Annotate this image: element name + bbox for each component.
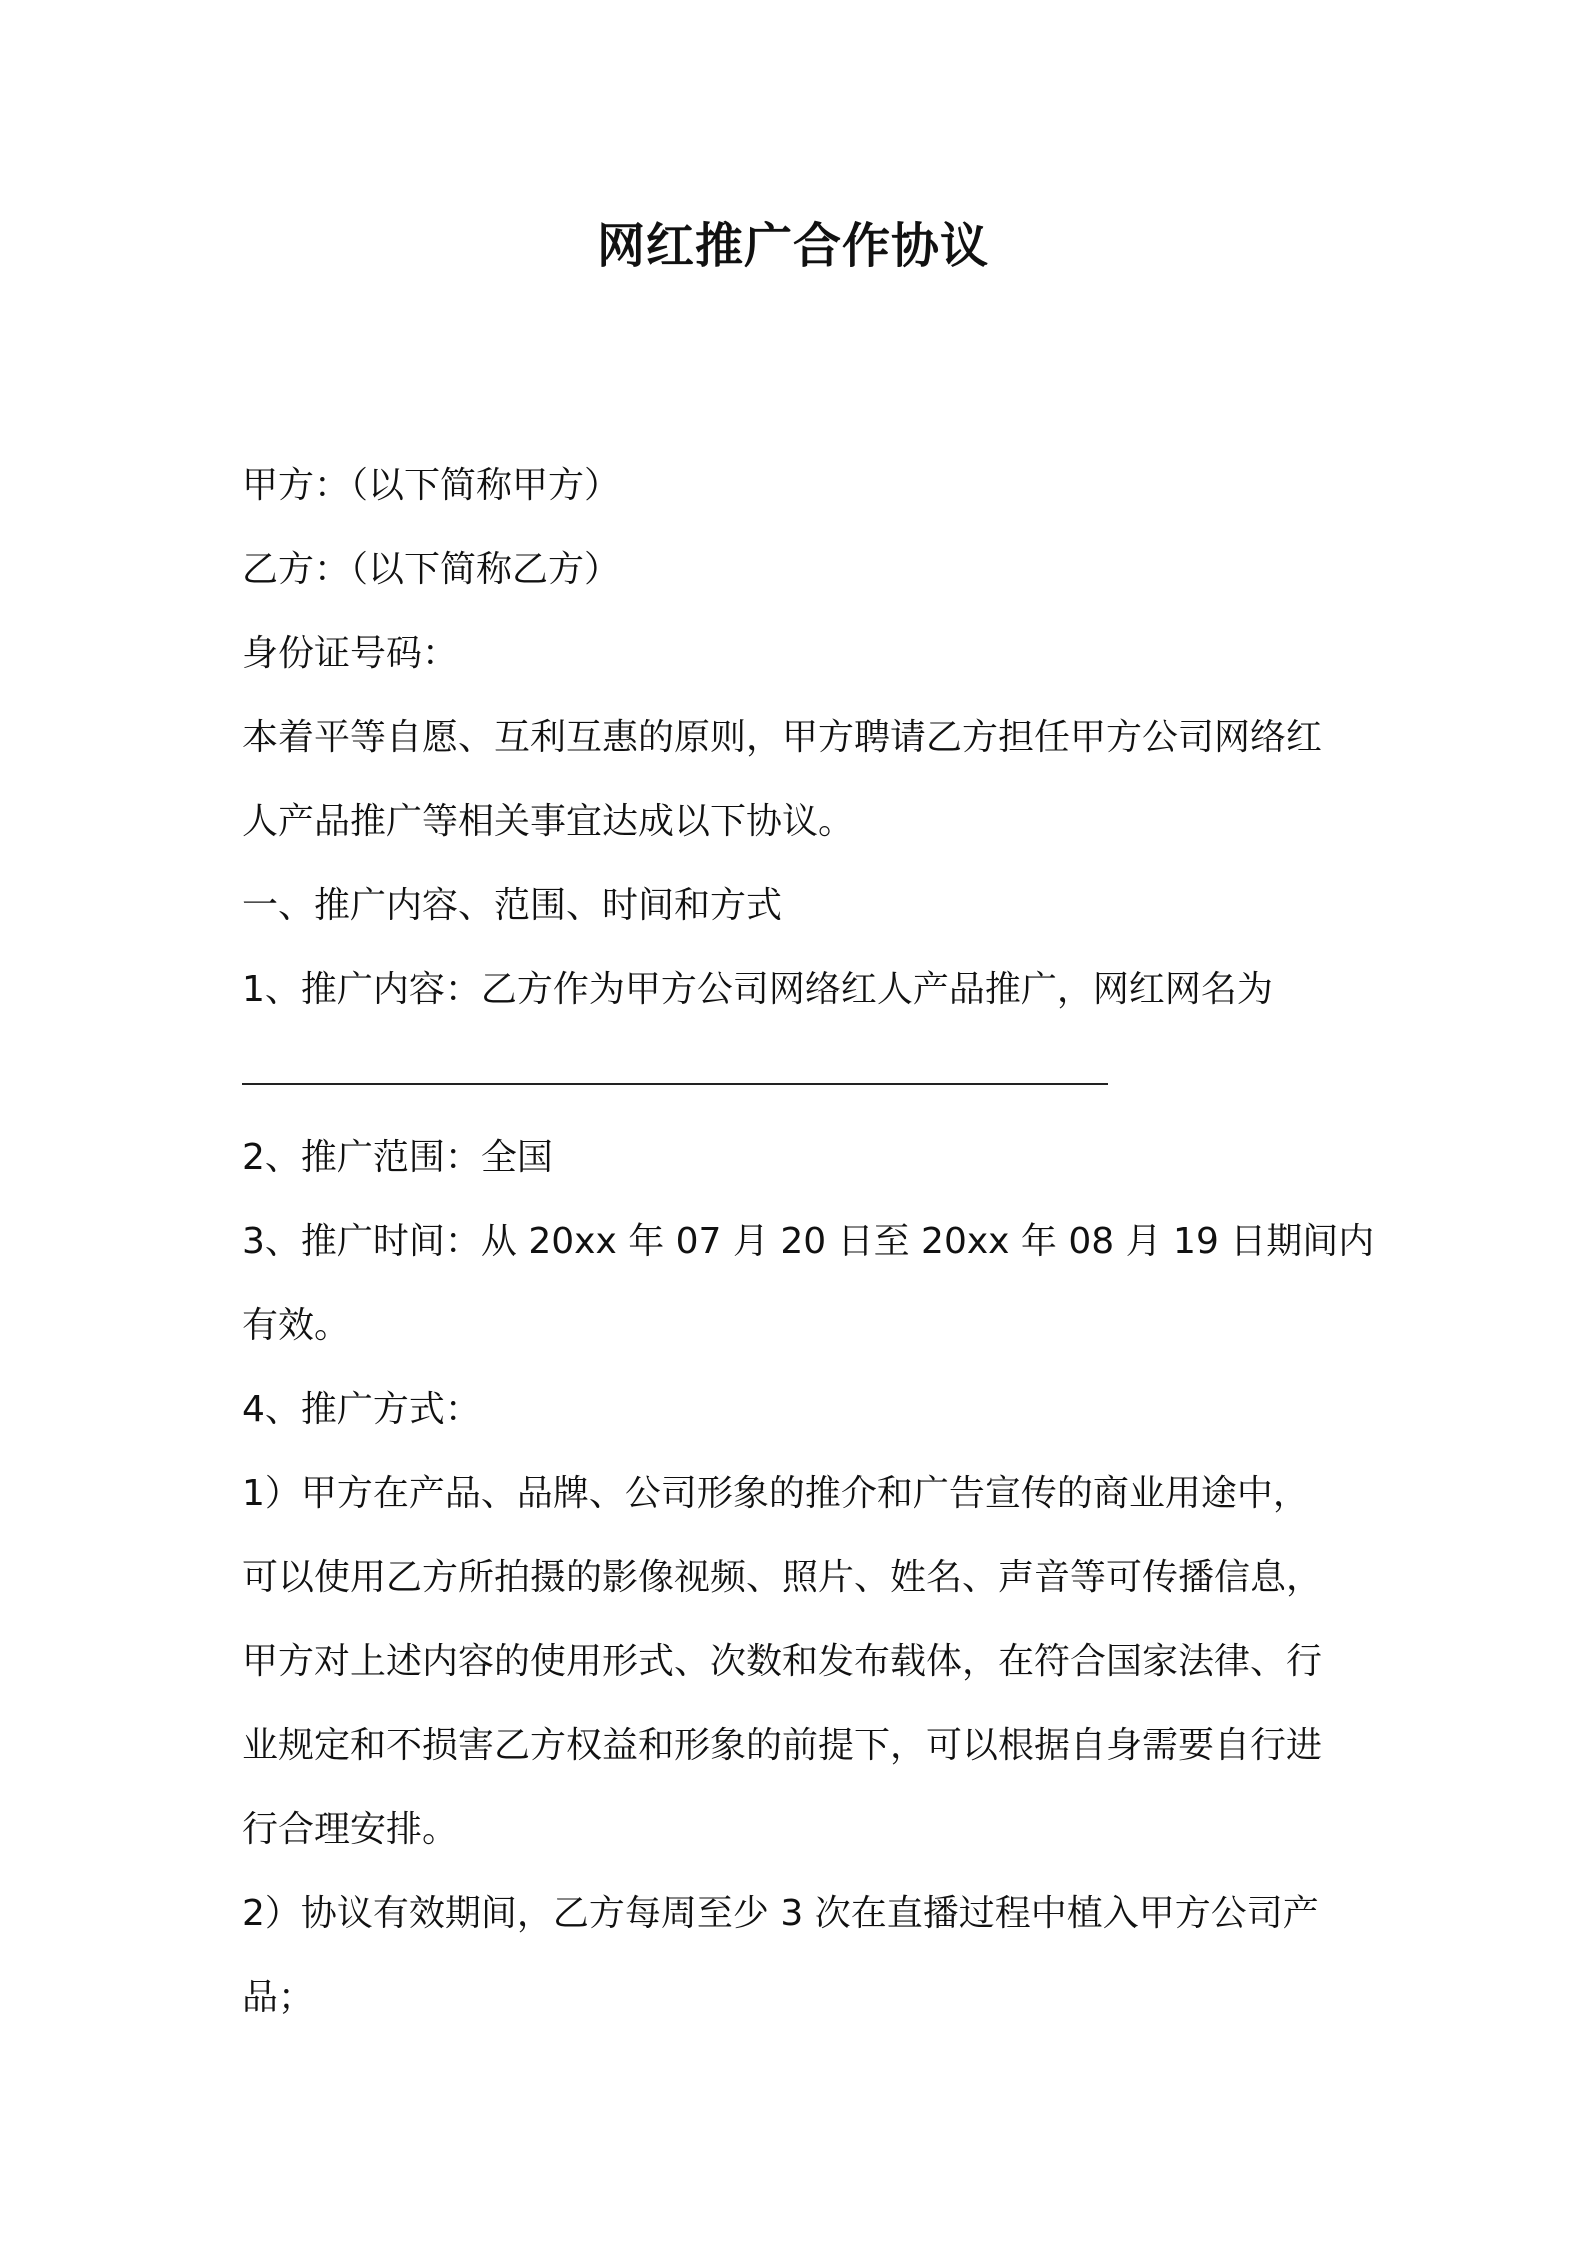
blank-fill-line bbox=[242, 1032, 1362, 1116]
section-heading-1: 一、推广内容、范围、时间和方式 bbox=[242, 885, 783, 926]
method-1-line-1: 1）甲方在产品、品牌、公司形象的推介和广告宣传的商业用途中， bbox=[242, 1473, 1309, 1514]
document-title: 网红推广合作协议 bbox=[596, 218, 989, 274]
preamble-line-1: 本着平等自愿、互利互惠的原则，甲方聘请乙方担任甲方公司网络红 bbox=[242, 717, 1323, 758]
clause-3-line-2: 有效。 bbox=[242, 1305, 351, 1346]
method-2-line-2: 品； bbox=[242, 1977, 315, 2018]
method-1-line-2: 可以使用乙方所拍摄的影像视频、照片、姓名、声音等可传播信息， bbox=[242, 1557, 1323, 1598]
id-number-line: 身份证号码： bbox=[242, 633, 459, 674]
clause-1-line: 1、推广内容：乙方作为甲方公司网络红人产品推广，网红网名为 bbox=[242, 969, 1273, 1010]
method-1-line-5: 行合理安排。 bbox=[242, 1809, 459, 1850]
preamble-line-2: 人产品推广等相关事宜达成以下协议。 bbox=[242, 801, 855, 842]
method-1-line-3: 甲方对上述内容的使用形式、次数和发布载体，在符合国家法律、行 bbox=[242, 1641, 1323, 1682]
party-a-line: 甲方：（以下简称甲方） bbox=[242, 465, 621, 506]
underline-blank bbox=[242, 1083, 1108, 1085]
clause-4-line: 4、推广方式： bbox=[242, 1389, 481, 1430]
clause-3-line-1: 3、推广时间：从 20xx 年 07 月 20 日至 20xx 年 08 月 19 日期间内 bbox=[242, 1221, 1375, 1262]
method-1-line-4: 业规定和不损害乙方权益和形象的前提下，可以根据自身需要自行进 bbox=[242, 1725, 1323, 1766]
clause-2-line: 2、推广范围：全国 bbox=[242, 1137, 553, 1178]
document-body bbox=[242, 444, 1375, 2040]
method-2-line-1: 2）协议有效期间，乙方每周至少 3 次在直播过程中植入甲方公司产 bbox=[242, 1893, 1319, 1934]
party-b-line: 乙方：（以下简称乙方） bbox=[242, 549, 621, 590]
